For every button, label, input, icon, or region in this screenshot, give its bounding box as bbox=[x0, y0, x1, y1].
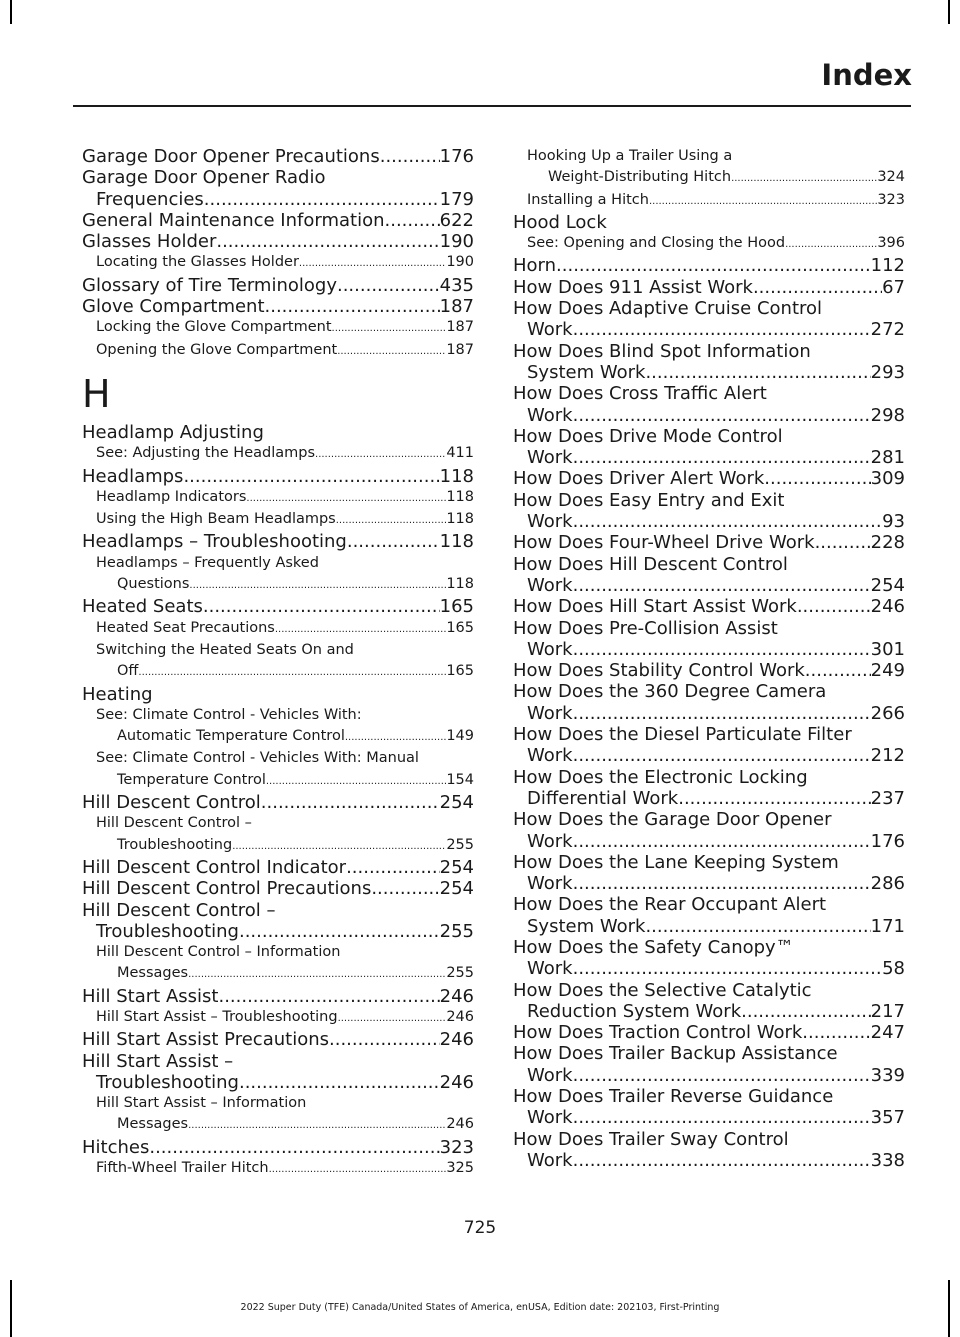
index-subheading: Headlamps – Frequently Asked bbox=[96, 554, 319, 571]
index-subentry[interactable] bbox=[82, 963, 474, 985]
dot-leader bbox=[204, 189, 440, 210]
entry-page-number: 254 bbox=[439, 856, 474, 878]
entry-page-number: 246 bbox=[870, 596, 905, 618]
dot-leader bbox=[275, 619, 446, 640]
dot-leader bbox=[188, 1115, 446, 1136]
entry-label: Work bbox=[527, 873, 573, 895]
dot-leader bbox=[573, 745, 871, 766]
entry-label: Opening the Glove Compartment bbox=[96, 341, 338, 358]
entry-label: Work bbox=[527, 1064, 573, 1086]
entry-label: Troubleshooting bbox=[96, 920, 239, 942]
index-heading: How Does Cross Traffic Alert bbox=[513, 383, 767, 405]
entry-page-number: 622 bbox=[439, 209, 474, 231]
dot-leader bbox=[149, 1137, 439, 1158]
dot-leader bbox=[269, 1159, 447, 1180]
index-entry[interactable] bbox=[513, 745, 905, 766]
index-entry[interactable] bbox=[513, 788, 905, 809]
dot-leader bbox=[815, 532, 871, 553]
dot-leader bbox=[573, 1150, 871, 1171]
entry-page-number: 112 bbox=[870, 255, 905, 277]
index-entry[interactable] bbox=[82, 296, 474, 317]
index-column-right bbox=[513, 146, 905, 1171]
index-heading: Headlamp Adjusting bbox=[82, 421, 264, 443]
entry-label: How Does Hill Start Assist Work bbox=[513, 596, 797, 618]
entry-page-number: 179 bbox=[439, 188, 474, 210]
edition-footer: 2022 Super Duty (TFE) Canada/United States of America, enUSA, Edition date: 202103, First-Printing bbox=[240, 1302, 720, 1313]
entry-page-number: 246 bbox=[439, 985, 474, 1007]
dot-leader bbox=[573, 873, 871, 894]
index-subheading: Hill Start Assist – Information bbox=[96, 1095, 307, 1112]
entry-page-number: 165 bbox=[439, 596, 474, 618]
entry-label: Differential Work bbox=[527, 787, 679, 809]
entry-label: Work bbox=[527, 702, 573, 724]
dot-leader bbox=[299, 253, 446, 274]
dot-leader bbox=[232, 836, 446, 857]
entry-label: How Does Four-Wheel Drive Work bbox=[513, 532, 815, 554]
entry-label: Frequencies bbox=[96, 188, 204, 210]
index-heading: How Does Trailer Sway Control bbox=[513, 1128, 789, 1150]
index-subentry[interactable] bbox=[82, 340, 474, 362]
dot-leader bbox=[216, 231, 439, 252]
entry-page-number: 58 bbox=[882, 958, 905, 980]
entry-page-number: 435 bbox=[439, 274, 474, 296]
dot-leader bbox=[802, 1022, 870, 1043]
index-subentry[interactable] bbox=[82, 509, 474, 531]
index-heading: How Does Drive Mode Control bbox=[513, 425, 783, 447]
entry-page-number: 190 bbox=[439, 231, 474, 253]
index-entry[interactable] bbox=[82, 189, 474, 210]
entry-page-number: 154 bbox=[446, 771, 474, 788]
index-heading: How Does Pre-Collision Assist bbox=[513, 617, 778, 639]
entry-label: Headlamps bbox=[82, 465, 184, 487]
index-subentry[interactable] bbox=[513, 233, 905, 255]
index-subheading: See: Climate Control - Vehicles With: Manual bbox=[96, 750, 419, 767]
dot-leader bbox=[189, 575, 446, 596]
dot-leader bbox=[239, 921, 440, 942]
entry-page-number: 67 bbox=[882, 276, 905, 298]
entry-label: Glove Compartment bbox=[82, 296, 265, 318]
index-entry[interactable] bbox=[513, 405, 905, 426]
entry-label: Work bbox=[527, 404, 573, 426]
index-column-left bbox=[82, 146, 474, 1180]
entry-page-number: 228 bbox=[870, 532, 905, 554]
index-entry[interactable] bbox=[513, 1065, 905, 1086]
index-entry[interactable] bbox=[513, 639, 905, 660]
entry-label: Glossary of Tire Terminology bbox=[82, 274, 337, 296]
index-entry[interactable] bbox=[513, 255, 905, 276]
index-entry[interactable] bbox=[82, 1137, 474, 1158]
entry-label: Troubleshooting bbox=[96, 1071, 239, 1093]
entry-page-number: 93 bbox=[882, 511, 905, 533]
dot-leader bbox=[261, 792, 440, 813]
entry-page-number: 396 bbox=[877, 235, 905, 252]
index-heading: Hood Lock bbox=[513, 211, 607, 233]
entry-label: Locking the Glove Compartment bbox=[96, 319, 332, 336]
index-heading: How Does the Garage Door Opener bbox=[513, 809, 832, 831]
index-subheading: Hill Descent Control – bbox=[96, 815, 252, 832]
dot-leader bbox=[573, 1065, 871, 1086]
entry-page-number: 293 bbox=[870, 361, 905, 383]
index-entry[interactable] bbox=[82, 210, 474, 231]
index-entry[interactable] bbox=[82, 1072, 474, 1093]
entry-page-number: 255 bbox=[439, 920, 474, 942]
entry-label: Hill Descent Control Indicator bbox=[82, 856, 347, 878]
index-entry[interactable] bbox=[513, 1107, 905, 1128]
dot-leader bbox=[573, 575, 871, 596]
index-heading: How Does the 360 Degree Camera bbox=[513, 681, 827, 703]
index-subentry[interactable] bbox=[82, 661, 474, 683]
entry-label: Weight-Distributing Hitch bbox=[548, 169, 732, 186]
index-entry[interactable] bbox=[513, 703, 905, 724]
entry-page-number: 301 bbox=[870, 638, 905, 660]
entry-label: How Does Driver Alert Work bbox=[513, 468, 765, 490]
index-entry[interactable] bbox=[513, 319, 905, 340]
entry-label: Work bbox=[527, 830, 573, 852]
section-letter: H bbox=[82, 371, 111, 416]
entry-label: How Does Traction Control Work bbox=[513, 1022, 803, 1044]
index-entry[interactable] bbox=[82, 921, 474, 942]
dot-leader bbox=[337, 341, 446, 362]
entry-label: Work bbox=[527, 1107, 573, 1129]
entry-label: System Work bbox=[527, 361, 646, 383]
dot-leader bbox=[203, 596, 440, 617]
dot-leader bbox=[385, 210, 440, 231]
index-heading: How Does Blind Spot Information bbox=[513, 340, 811, 362]
entry-page-number: 237 bbox=[870, 787, 905, 809]
dot-leader bbox=[645, 916, 870, 937]
index-entry[interactable] bbox=[82, 596, 474, 617]
crop-mark-top-right bbox=[948, 0, 950, 24]
entry-label: Troubleshooting bbox=[117, 836, 233, 853]
index-entry[interactable] bbox=[82, 986, 474, 1007]
index-heading: How Does the Selective Catalytic bbox=[513, 979, 812, 1001]
index-entry[interactable] bbox=[82, 231, 474, 252]
dot-leader bbox=[649, 191, 877, 212]
index-entry[interactable] bbox=[513, 831, 905, 852]
entry-label: Work bbox=[527, 319, 573, 341]
entry-label: Work bbox=[527, 745, 573, 767]
dot-leader bbox=[805, 660, 871, 681]
index-entry[interactable] bbox=[82, 531, 474, 552]
index-entry[interactable] bbox=[513, 596, 905, 617]
entry-page-number: 286 bbox=[870, 873, 905, 895]
index-entry[interactable] bbox=[513, 447, 905, 468]
dot-leader bbox=[741, 1001, 871, 1022]
entry-page-number: 254 bbox=[870, 574, 905, 596]
index-heading: How Does Trailer Backup Assistance bbox=[513, 1043, 838, 1065]
index-entry[interactable] bbox=[513, 873, 905, 894]
entry-label: Horn bbox=[513, 255, 557, 277]
entry-page-number: 272 bbox=[870, 319, 905, 341]
dot-leader bbox=[266, 771, 446, 792]
index-subentry[interactable] bbox=[82, 618, 474, 640]
dot-leader bbox=[315, 444, 446, 465]
entry-page-number: 309 bbox=[870, 468, 905, 490]
index-subentry[interactable] bbox=[513, 167, 905, 189]
dot-leader bbox=[764, 468, 870, 489]
index-subentry[interactable] bbox=[82, 443, 474, 465]
index-heading: How Does Adaptive Cruise Control bbox=[513, 298, 823, 320]
entry-label: See: Opening and Closing the Hood bbox=[527, 235, 786, 252]
index-heading: Hill Descent Control – bbox=[82, 899, 276, 921]
index-heading: Hill Start Assist – bbox=[82, 1050, 234, 1072]
entry-page-number: 255 bbox=[446, 965, 474, 982]
entry-page-number: 118 bbox=[439, 531, 474, 553]
entry-page-number: 176 bbox=[870, 830, 905, 852]
entry-page-number: 176 bbox=[439, 146, 474, 167]
dot-leader bbox=[332, 318, 447, 339]
index-subheading: Hooking Up a Trailer Using a bbox=[527, 148, 733, 164]
dot-leader bbox=[573, 511, 883, 532]
entry-page-number: 254 bbox=[439, 792, 474, 814]
dot-leader bbox=[645, 362, 870, 383]
page-title: Index bbox=[821, 58, 912, 92]
index-heading: How Does the Rear Occupant Alert bbox=[513, 894, 827, 916]
dot-leader bbox=[573, 1107, 871, 1128]
index-subheading: Switching the Heated Seats On and bbox=[96, 641, 354, 658]
index-entry[interactable] bbox=[513, 1001, 905, 1022]
entry-page-number: 246 bbox=[439, 1029, 474, 1051]
index-entry[interactable] bbox=[82, 275, 474, 296]
index-heading: Garage Door Opener Radio bbox=[82, 167, 326, 189]
dot-leader bbox=[380, 146, 440, 167]
entry-page-number: 246 bbox=[439, 1071, 474, 1093]
entry-label: Heated Seats bbox=[82, 596, 203, 618]
dot-leader bbox=[371, 878, 439, 899]
dot-leader bbox=[246, 488, 446, 509]
entry-label: Garage Door Opener Precautions bbox=[82, 146, 380, 167]
entry-label: Hill Start Assist – Troubleshooting bbox=[96, 1008, 338, 1025]
dot-leader bbox=[573, 639, 871, 660]
dot-leader bbox=[336, 510, 447, 531]
index-entry[interactable] bbox=[82, 857, 474, 878]
index-subentry[interactable] bbox=[82, 770, 474, 792]
dot-leader bbox=[329, 1029, 440, 1050]
entry-page-number: 323 bbox=[877, 191, 905, 208]
index-entry[interactable] bbox=[513, 660, 905, 681]
index-entry[interactable] bbox=[513, 1022, 905, 1043]
page-number: 725 bbox=[463, 1218, 497, 1238]
index-heading: How Does the Electronic Locking bbox=[513, 766, 808, 788]
dot-leader bbox=[218, 986, 439, 1007]
index-subentry[interactable] bbox=[82, 252, 474, 274]
entry-page-number: 357 bbox=[870, 1107, 905, 1129]
crop-mark-top-left bbox=[10, 0, 12, 24]
entry-page-number: 298 bbox=[870, 404, 905, 426]
entry-label: Reduction System Work bbox=[527, 1000, 742, 1022]
entry-page-number: 325 bbox=[446, 1160, 474, 1177]
dot-leader bbox=[138, 662, 446, 683]
index-heading: How Does Easy Entry and Exit bbox=[513, 489, 785, 511]
index-heading: How Does Trailer Reverse Guidance bbox=[513, 1086, 834, 1108]
entry-label: Hitches bbox=[82, 1136, 150, 1158]
entry-label: Heated Seat Precautions bbox=[96, 619, 275, 636]
entry-page-number: 281 bbox=[870, 447, 905, 469]
entry-page-number: 266 bbox=[870, 702, 905, 724]
index-entry[interactable] bbox=[513, 362, 905, 383]
index-subentry[interactable] bbox=[82, 1158, 474, 1180]
dot-leader bbox=[573, 319, 871, 340]
entry-page-number: 249 bbox=[870, 660, 905, 682]
entry-label: Using the High Beam Headlamps bbox=[96, 511, 336, 528]
entry-page-number: 118 bbox=[439, 465, 474, 487]
index-entry[interactable] bbox=[513, 958, 905, 979]
index-subheading: Hill Descent Control – Information bbox=[96, 944, 341, 961]
dot-leader bbox=[797, 596, 871, 617]
dot-leader bbox=[573, 447, 871, 468]
index-entry[interactable] bbox=[82, 146, 474, 167]
index-subheading: See: Climate Control - Vehicles With: bbox=[96, 706, 362, 723]
index-entry[interactable] bbox=[513, 1150, 905, 1171]
index-entry[interactable] bbox=[513, 511, 905, 532]
entry-label: Work bbox=[527, 638, 573, 660]
entry-page-number: 171 bbox=[870, 915, 905, 937]
entry-page-number: 246 bbox=[446, 1008, 474, 1025]
dot-leader bbox=[239, 1072, 440, 1093]
entry-label: Glasses Holder bbox=[82, 231, 217, 253]
dot-leader bbox=[678, 788, 870, 809]
index-subentry[interactable] bbox=[82, 1007, 474, 1029]
entry-page-number: 118 bbox=[446, 488, 474, 505]
entry-page-number: 187 bbox=[446, 319, 474, 336]
entry-page-number: 118 bbox=[446, 576, 474, 593]
index-heading: Heating bbox=[82, 683, 153, 705]
entry-label: Hill Descent Control Precautions bbox=[82, 878, 372, 900]
entry-page-number: 217 bbox=[870, 1000, 905, 1022]
entry-label: Headlamps – Troubleshooting bbox=[82, 531, 347, 553]
entry-label: Work bbox=[527, 1149, 573, 1171]
entry-page-number: 247 bbox=[870, 1022, 905, 1044]
index-entry[interactable] bbox=[82, 792, 474, 813]
dot-leader bbox=[753, 277, 882, 298]
dot-leader bbox=[347, 531, 440, 552]
dot-leader bbox=[785, 234, 877, 255]
dot-leader bbox=[338, 1008, 447, 1029]
dot-leader bbox=[188, 964, 446, 985]
index-heading: How Does the Lane Keeping System bbox=[513, 851, 839, 873]
entry-label: Installing a Hitch bbox=[527, 191, 649, 208]
dot-leader bbox=[346, 857, 440, 878]
entry-label: Temperature Control bbox=[117, 771, 266, 788]
entry-label: System Work bbox=[527, 915, 646, 937]
entry-page-number: 255 bbox=[446, 836, 474, 853]
index-subentry[interactable] bbox=[513, 190, 905, 212]
index-entry[interactable] bbox=[82, 878, 474, 899]
dot-leader bbox=[573, 958, 883, 979]
entry-label: Automatic Temperature Control bbox=[117, 728, 345, 745]
entry-label: Off bbox=[117, 663, 139, 680]
entry-page-number: 187 bbox=[439, 296, 474, 318]
index-subentry[interactable] bbox=[82, 1114, 474, 1136]
entry-label: Hill Descent Control bbox=[82, 792, 261, 814]
index-subentry[interactable] bbox=[82, 726, 474, 748]
dot-leader bbox=[573, 703, 871, 724]
index-heading: How Does the Diesel Particulate Filter bbox=[513, 724, 852, 746]
entry-label: General Maintenance Information bbox=[82, 209, 385, 231]
entry-page-number: 246 bbox=[446, 1116, 474, 1133]
entry-page-number: 165 bbox=[446, 619, 474, 636]
entry-page-number: 338 bbox=[870, 1149, 905, 1171]
dot-leader bbox=[345, 727, 446, 748]
entry-page-number: 324 bbox=[877, 169, 905, 186]
dot-leader bbox=[573, 831, 871, 852]
entry-label: How Does Stability Control Work bbox=[513, 660, 805, 682]
index-subentry[interactable] bbox=[82, 487, 474, 509]
dot-leader bbox=[265, 296, 440, 317]
entry-page-number: 149 bbox=[446, 728, 474, 745]
entry-label: Locating the Glasses Holder bbox=[96, 254, 299, 271]
entry-label: Messages bbox=[117, 965, 189, 982]
entry-label: Headlamp Indicators bbox=[96, 488, 247, 505]
entry-page-number: 339 bbox=[870, 1064, 905, 1086]
index-entry[interactable] bbox=[513, 468, 905, 489]
index-entry[interactable] bbox=[82, 466, 474, 487]
entry-label: See: Adjusting the Headlamps bbox=[96, 445, 316, 462]
index-subentry[interactable] bbox=[82, 574, 474, 596]
index-subentry[interactable] bbox=[82, 835, 474, 857]
entry-page-number: 411 bbox=[446, 445, 474, 462]
dot-leader bbox=[337, 275, 440, 296]
entry-page-number: 165 bbox=[446, 663, 474, 680]
entry-page-number: 323 bbox=[439, 1136, 474, 1158]
dot-leader bbox=[556, 255, 871, 276]
entry-label: Hill Start Assist bbox=[82, 985, 219, 1007]
entry-page-number: 118 bbox=[446, 511, 474, 528]
entry-label: Fifth-Wheel Trailer Hitch bbox=[96, 1160, 269, 1177]
entry-page-number: 187 bbox=[446, 341, 474, 358]
index-subentry[interactable] bbox=[82, 317, 474, 339]
entry-label: Work bbox=[527, 447, 573, 469]
entry-label: Work bbox=[527, 574, 573, 596]
entry-page-number: 212 bbox=[870, 745, 905, 767]
entry-label: Hill Start Assist Precautions bbox=[82, 1029, 329, 1051]
index-heading: How Does the Safety Canopy™ bbox=[513, 936, 794, 958]
entry-page-number: 254 bbox=[439, 878, 474, 900]
entry-label: Questions bbox=[117, 576, 190, 593]
index-entry[interactable] bbox=[513, 532, 905, 553]
index-entry[interactable] bbox=[513, 277, 905, 298]
entry-label: Work bbox=[527, 958, 573, 980]
header-rule bbox=[73, 105, 911, 107]
dot-leader bbox=[183, 466, 439, 487]
index-entry[interactable] bbox=[513, 575, 905, 596]
entry-page-number: 190 bbox=[446, 254, 474, 271]
index-entry[interactable] bbox=[82, 1029, 474, 1050]
entry-label: Work bbox=[527, 511, 573, 533]
index-entry[interactable] bbox=[513, 916, 905, 937]
entry-label: How Does 911 Assist Work bbox=[513, 276, 753, 298]
dot-leader bbox=[731, 168, 877, 189]
index-heading: How Does Hill Descent Control bbox=[513, 553, 788, 575]
dot-leader bbox=[573, 405, 871, 426]
entry-label: Messages bbox=[117, 1116, 189, 1133]
